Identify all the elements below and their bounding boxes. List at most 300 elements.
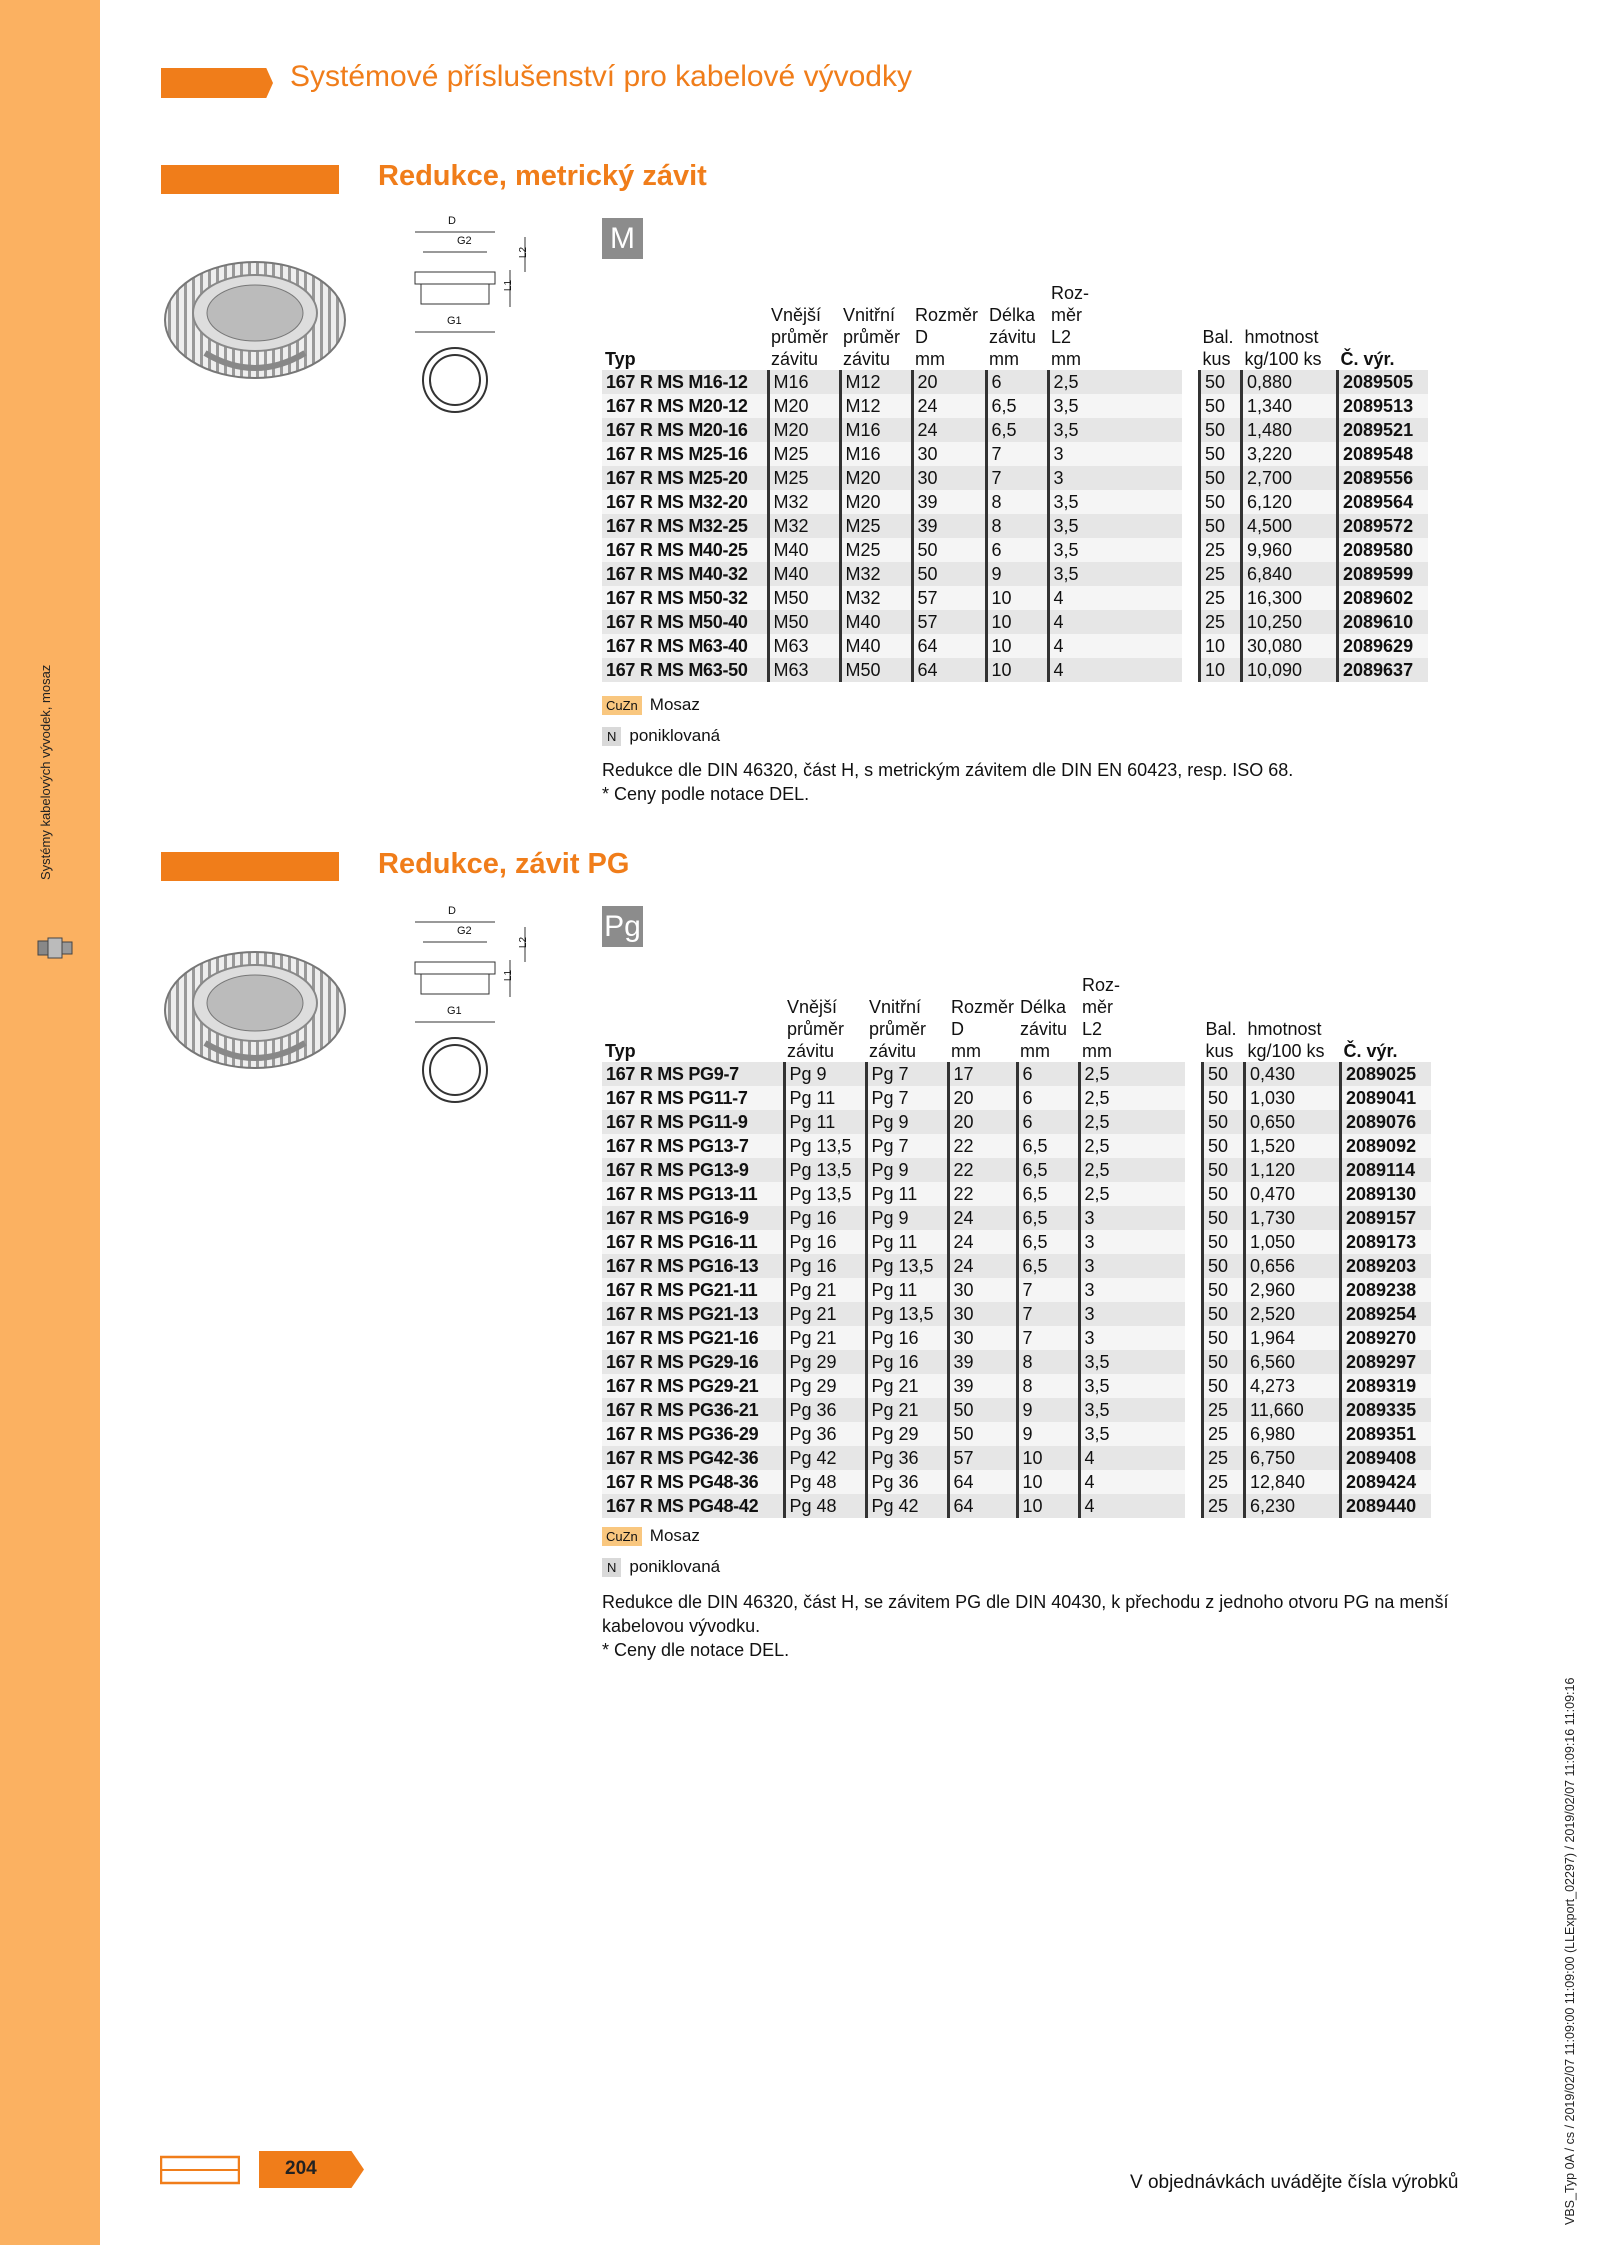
table-cell: Pg 7 xyxy=(866,1086,948,1110)
table-cell: 24 xyxy=(948,1206,1017,1230)
table-cell: Pg 42 xyxy=(784,1446,866,1470)
table-cell: 3,5 xyxy=(1048,562,1182,586)
col-weight: hmotnost kg/100 ks xyxy=(1247,1019,1325,1061)
table-cell: 7 xyxy=(986,466,1048,490)
table-row xyxy=(602,490,1428,514)
table-row xyxy=(602,1494,1431,1518)
table-cell: 167 R MS PG21-11 xyxy=(602,1278,784,1302)
table-cell: 167 R MS PG16-9 xyxy=(602,1206,784,1230)
table-cell: 2089114 xyxy=(1341,1158,1431,1182)
table-cell: M16 xyxy=(768,370,840,394)
col-dim: Roz- měr L2 mm xyxy=(1082,975,1121,1061)
table-cell: 64 xyxy=(912,634,986,658)
table-cell: 50 xyxy=(1200,514,1242,538)
table-cell: 0,880 xyxy=(1242,370,1338,394)
table-row xyxy=(602,1110,1431,1134)
table-cell: Pg 48 xyxy=(784,1470,866,1494)
table-cell: 3 xyxy=(1079,1302,1185,1326)
table-cell: M50 xyxy=(840,658,912,682)
table-cell: 2089130 xyxy=(1341,1182,1431,1206)
table-cell: M25 xyxy=(768,466,840,490)
table-cell: 2089440 xyxy=(1341,1494,1431,1518)
table-cell: 25 xyxy=(1203,1398,1245,1422)
table-cell: Pg 7 xyxy=(866,1134,948,1158)
table-cell: 6 xyxy=(1017,1062,1079,1086)
table-cell: 167 R MS M25-20 xyxy=(602,466,768,490)
table-cell: 2,960 xyxy=(1245,1278,1341,1302)
table-cell: 167 R MS PG11-7 xyxy=(602,1086,784,1110)
note-line: * Ceny podle notace DEL. xyxy=(602,784,810,804)
table-cell: 6,5 xyxy=(1017,1158,1079,1182)
table-row xyxy=(602,610,1428,634)
header-tab xyxy=(161,68,273,98)
section-notes xyxy=(602,758,1582,806)
table-cell: 10 xyxy=(1017,1446,1079,1470)
col-pack: Bal. kus xyxy=(1202,327,1234,369)
table-cell: 1,120 xyxy=(1245,1158,1341,1182)
table-cell: Pg 36 xyxy=(784,1422,866,1446)
table-cell: 2089238 xyxy=(1341,1278,1431,1302)
table-cell: 10 xyxy=(986,610,1048,634)
table-cell: 30 xyxy=(912,442,986,466)
table-cell: 167 R MS PG36-29 xyxy=(602,1422,784,1446)
table-row xyxy=(602,394,1428,418)
table-cell: 3,5 xyxy=(1048,514,1182,538)
table-cell: Pg 36 xyxy=(866,1446,948,1470)
table-cell: 167 R MS M32-25 xyxy=(602,514,768,538)
table-cell: 20 xyxy=(948,1110,1017,1134)
col-inner: Vnitřní průměr závitu xyxy=(843,305,901,369)
table-cell: Pg 21 xyxy=(784,1278,866,1302)
table-cell: 50 xyxy=(1200,418,1242,442)
table-row xyxy=(602,1062,1431,1086)
table-cell: 22 xyxy=(948,1182,1017,1206)
table-cell: 10 xyxy=(1200,658,1242,682)
col-weight: hmotnost kg/100 ks xyxy=(1244,327,1322,369)
table-body xyxy=(602,370,1428,682)
table-cell: 39 xyxy=(948,1350,1017,1374)
table-cell: 25 xyxy=(1203,1446,1245,1470)
table-cell: 2089610 xyxy=(1338,610,1428,634)
table-cell: M63 xyxy=(768,658,840,682)
table-cell: 2089092 xyxy=(1341,1134,1431,1158)
table-cell: 25 xyxy=(1203,1470,1245,1494)
table-cell: Pg 21 xyxy=(866,1398,948,1422)
table-cell: 64 xyxy=(948,1470,1017,1494)
section-badge: M xyxy=(602,218,643,259)
col-outer: Vnější průměr závitu xyxy=(787,997,845,1061)
table-cell: 2089203 xyxy=(1341,1254,1431,1278)
table-cell: Pg 29 xyxy=(784,1374,866,1398)
table-cell: 25 xyxy=(1200,610,1242,634)
table-cell: 4,500 xyxy=(1242,514,1338,538)
table-cell: M16 xyxy=(840,442,912,466)
table-cell: 7 xyxy=(1017,1326,1079,1350)
table-cell: 10 xyxy=(1017,1470,1079,1494)
table-cell: 50 xyxy=(1200,466,1242,490)
finish-tag: N xyxy=(602,1558,621,1577)
table-cell: M32 xyxy=(840,586,912,610)
table-cell: 2089173 xyxy=(1341,1230,1431,1254)
table-cell: 167 R MS PG29-16 xyxy=(602,1350,784,1374)
table-cell: Pg 11 xyxy=(784,1110,866,1134)
table-cell: 4 xyxy=(1079,1470,1185,1494)
table-cell: 2089025 xyxy=(1341,1062,1431,1086)
table-cell: 50 xyxy=(948,1398,1017,1422)
table-row xyxy=(602,1302,1431,1326)
table-cell: 30,080 xyxy=(1242,634,1338,658)
table-cell: 8 xyxy=(1017,1374,1079,1398)
table-cell: M20 xyxy=(840,490,912,514)
table-cell: M40 xyxy=(768,562,840,586)
table-cell: 1,340 xyxy=(1242,394,1338,418)
table-cell: 10 xyxy=(1017,1494,1079,1518)
table-cell: 2089505 xyxy=(1338,370,1428,394)
table-cell: 2089513 xyxy=(1338,394,1428,418)
table-cell: 1,050 xyxy=(1245,1230,1341,1254)
dim-label-g2: G2 xyxy=(457,235,472,247)
table-cell: Pg 21 xyxy=(866,1374,948,1398)
table-row xyxy=(602,1350,1431,1374)
table-cell: Pg 16 xyxy=(784,1254,866,1278)
table-cell: 3 xyxy=(1079,1254,1185,1278)
section-bar xyxy=(161,165,339,194)
table-cell: 6,560 xyxy=(1245,1350,1341,1374)
note-line: Redukce dle DIN 46320, část H, se závitem PG dle DIN 40430, k přechodu z jednoho otvoru PG na menší kabelovou vývodku. xyxy=(602,1592,1449,1636)
col-typ: Typ xyxy=(605,1041,636,1061)
table-cell: 64 xyxy=(912,658,986,682)
table-cell: 30 xyxy=(948,1326,1017,1350)
table-cell: 167 R MS M40-32 xyxy=(602,562,768,586)
col-dim: Roz- měr L2 mm xyxy=(1051,283,1090,369)
table-cell: 3 xyxy=(1079,1230,1185,1254)
table-cell: 8 xyxy=(986,490,1048,514)
table-cell: 167 R MS PG42-36 xyxy=(602,1446,784,1470)
dim-label-l1: L1 xyxy=(503,279,515,292)
table-cell: 2089157 xyxy=(1341,1206,1431,1230)
table-cell: 20 xyxy=(912,370,986,394)
table-row xyxy=(602,1086,1431,1110)
dim-label-l2: L2 xyxy=(518,936,530,949)
table-cell: 22 xyxy=(948,1134,1017,1158)
table-cell: 3,5 xyxy=(1048,394,1182,418)
table-cell: M25 xyxy=(840,514,912,538)
table-row xyxy=(602,634,1428,658)
dim-label-l2: L2 xyxy=(518,246,530,259)
side-label: Systémy kabelových vývodek, mosaz xyxy=(38,664,53,880)
table-row xyxy=(602,442,1428,466)
table-cell: 30 xyxy=(948,1278,1017,1302)
footer-note: V objednávkách uvádějte čísla výrobků xyxy=(1130,2172,1459,2193)
table-cell: 2089297 xyxy=(1341,1350,1431,1374)
table-cell: 6,980 xyxy=(1245,1422,1341,1446)
table-cell: 2,5 xyxy=(1079,1182,1185,1206)
table-row xyxy=(602,1158,1431,1182)
table-row xyxy=(602,586,1428,610)
finish-text: poniklovaná xyxy=(629,726,721,745)
table-cell: 2089270 xyxy=(1341,1326,1431,1350)
table-cell: 50 xyxy=(1200,442,1242,466)
col-inner: Vnitřní průměr závitu xyxy=(869,997,927,1061)
table-cell: 6,230 xyxy=(1245,1494,1341,1518)
table-cell: 10,250 xyxy=(1242,610,1338,634)
table-cell: 167 R MS PG21-13 xyxy=(602,1302,784,1326)
table-cell: 10 xyxy=(986,586,1048,610)
table-cell: Pg 48 xyxy=(784,1494,866,1518)
table-cell: 2089041 xyxy=(1341,1086,1431,1110)
table-cell: 3,220 xyxy=(1242,442,1338,466)
material-text: Mosaz xyxy=(649,695,700,714)
table-cell: 167 R MS PG13-7 xyxy=(602,1134,784,1158)
product-image xyxy=(160,948,350,1078)
table-cell: 25 xyxy=(1200,538,1242,562)
table-cell: 6,120 xyxy=(1242,490,1338,514)
table-cell: 2089424 xyxy=(1341,1470,1431,1494)
col-outer: Vnější průměr závitu xyxy=(771,305,829,369)
table-row xyxy=(602,562,1428,586)
table-cell: 6,5 xyxy=(1017,1182,1079,1206)
table-cell: 3,5 xyxy=(1079,1374,1185,1398)
legend-material xyxy=(602,1526,700,1546)
table-cell: 24 xyxy=(912,394,986,418)
table-cell: 20 xyxy=(948,1086,1017,1110)
table-cell: 9 xyxy=(986,562,1048,586)
table-cell: Pg 13,5 xyxy=(784,1158,866,1182)
table-cell: 39 xyxy=(948,1374,1017,1398)
table-cell: 50 xyxy=(1203,1086,1245,1110)
table-cell: 39 xyxy=(912,490,986,514)
table-cell: 3,5 xyxy=(1079,1422,1185,1446)
table-cell: 50 xyxy=(1203,1326,1245,1350)
table-cell: 50 xyxy=(1203,1254,1245,1278)
table-cell: Pg 9 xyxy=(866,1158,948,1182)
table-cell: 6 xyxy=(1017,1110,1079,1134)
table-cell: 3,5 xyxy=(1048,490,1182,514)
table-cell: 2089335 xyxy=(1341,1398,1431,1422)
table-cell: 4 xyxy=(1048,658,1182,682)
table-cell: 167 R MS M50-40 xyxy=(602,610,768,634)
table-cell: 64 xyxy=(948,1494,1017,1518)
table-cell: 9 xyxy=(1017,1398,1079,1422)
dim-label-g1: G1 xyxy=(447,1005,462,1017)
table-row xyxy=(602,1470,1431,1494)
table-cell: 167 R MS PG13-9 xyxy=(602,1158,784,1182)
table-cell: 2089599 xyxy=(1338,562,1428,586)
table-cell: 167 R MS PG9-7 xyxy=(602,1062,784,1086)
table-cell: M40 xyxy=(768,538,840,562)
table-cell: 25 xyxy=(1200,562,1242,586)
table-cell: 2089521 xyxy=(1338,418,1428,442)
table-cell: Pg 42 xyxy=(866,1494,948,1518)
col-pack: Bal. kus xyxy=(1205,1019,1237,1061)
dim-label-d: D xyxy=(448,215,456,227)
table-cell: Pg 36 xyxy=(784,1398,866,1422)
table-cell: M32 xyxy=(768,490,840,514)
table-cell: 9 xyxy=(1017,1422,1079,1446)
table-cell: 50 xyxy=(1203,1230,1245,1254)
table-cell: 167 R MS M20-12 xyxy=(602,394,768,418)
table-cell: Pg 11 xyxy=(866,1182,948,1206)
legend-material xyxy=(602,695,700,715)
table-cell: 6,840 xyxy=(1242,562,1338,586)
table-cell: 2089556 xyxy=(1338,466,1428,490)
table-cell: 167 R MS M40-25 xyxy=(602,538,768,562)
table-cell: Pg 9 xyxy=(866,1110,948,1134)
col-length: Délka závitu mm xyxy=(1020,997,1068,1061)
table-cell: 2,5 xyxy=(1079,1134,1185,1158)
table-row xyxy=(602,1398,1431,1422)
table-cell: 50 xyxy=(912,562,986,586)
table-cell: Pg 11 xyxy=(866,1278,948,1302)
table-cell: 0,656 xyxy=(1245,1254,1341,1278)
table-cell: 3 xyxy=(1048,442,1182,466)
table-cell: 4 xyxy=(1079,1494,1185,1518)
table-cell: 22 xyxy=(948,1158,1017,1182)
col-art: Č. výr. xyxy=(1343,1041,1398,1061)
table-cell: Pg 21 xyxy=(784,1302,866,1326)
table-cell: 50 xyxy=(1203,1206,1245,1230)
section-notes xyxy=(602,1590,1462,1662)
product-table-pg xyxy=(602,974,1431,1518)
table-cell: 50 xyxy=(1203,1158,1245,1182)
table-cell: 2,5 xyxy=(1079,1086,1185,1110)
table-cell: 2089408 xyxy=(1341,1446,1431,1470)
table-cell: 2089548 xyxy=(1338,442,1428,466)
table-cell: 50 xyxy=(1203,1134,1245,1158)
table-cell: 57 xyxy=(912,586,986,610)
table-cell: 2089351 xyxy=(1341,1422,1431,1446)
table-cell: 1,964 xyxy=(1245,1326,1341,1350)
table-cell: 2089629 xyxy=(1338,634,1428,658)
table-cell: 3 xyxy=(1048,466,1182,490)
material-tag: CuZn xyxy=(602,696,642,715)
table-cell: 8 xyxy=(1017,1350,1079,1374)
section-badge: Pg xyxy=(602,906,643,947)
table-cell: M16 xyxy=(840,418,912,442)
table-cell: Pg 13,5 xyxy=(866,1302,948,1326)
table-cell: 2089580 xyxy=(1338,538,1428,562)
table-cell: 167 R MS M20-16 xyxy=(602,418,768,442)
table-cell: 167 R MS PG21-16 xyxy=(602,1326,784,1350)
table-cell: M12 xyxy=(840,370,912,394)
table-cell: 50 xyxy=(1200,394,1242,418)
table-cell: Pg 11 xyxy=(784,1086,866,1110)
table-cell: Pg 16 xyxy=(866,1350,948,1374)
legend-finish xyxy=(602,726,720,746)
table-cell: Pg 16 xyxy=(866,1326,948,1350)
left-orange-bar xyxy=(0,0,100,2245)
table-cell: M12 xyxy=(840,394,912,418)
table-cell: 50 xyxy=(1203,1350,1245,1374)
table-cell: Pg 13,5 xyxy=(784,1134,866,1158)
table-cell: 2089319 xyxy=(1341,1374,1431,1398)
table-cell: M63 xyxy=(768,634,840,658)
dim-label-g2: G2 xyxy=(457,925,472,937)
table-cell: 24 xyxy=(948,1254,1017,1278)
table-cell: 6,5 xyxy=(1017,1230,1079,1254)
table-cell: 50 xyxy=(1203,1110,1245,1134)
table-row xyxy=(602,1182,1431,1206)
gland-icon xyxy=(36,935,74,961)
table-cell: 7 xyxy=(986,442,1048,466)
table-cell: 0,430 xyxy=(1245,1062,1341,1086)
table-cell: M50 xyxy=(768,586,840,610)
table-cell: 1,030 xyxy=(1245,1086,1341,1110)
table-cell: 50 xyxy=(912,538,986,562)
table-row xyxy=(602,1230,1431,1254)
page-title: Systémové příslušenství pro kabelové vývodky xyxy=(290,60,912,93)
table-cell: 12,840 xyxy=(1245,1470,1341,1494)
table-cell: 50 xyxy=(948,1422,1017,1446)
product-image xyxy=(160,258,350,388)
table-cell: 50 xyxy=(1203,1182,1245,1206)
table-cell: 6,5 xyxy=(1017,1254,1079,1278)
material-text: Mosaz xyxy=(649,1526,700,1545)
table-cell: 9,960 xyxy=(1242,538,1338,562)
table-cell: 8 xyxy=(986,514,1048,538)
table-cell: 2,520 xyxy=(1245,1302,1341,1326)
table-cell: Pg 16 xyxy=(784,1206,866,1230)
table-cell: 167 R MS M63-40 xyxy=(602,634,768,658)
table-cell: 167 R MS M63-50 xyxy=(602,658,768,682)
table-cell: M25 xyxy=(840,538,912,562)
table-cell: 11,660 xyxy=(1245,1398,1341,1422)
table-cell: 2089637 xyxy=(1338,658,1428,682)
table-cell: M20 xyxy=(768,394,840,418)
table-cell: M32 xyxy=(840,562,912,586)
table-cell: Pg 36 xyxy=(866,1470,948,1494)
table-cell: 17 xyxy=(948,1062,1017,1086)
dim-label-g1: G1 xyxy=(447,315,462,327)
table-cell: 24 xyxy=(912,418,986,442)
table-cell: 167 R MS M16-12 xyxy=(602,370,768,394)
table-cell: 57 xyxy=(948,1446,1017,1470)
col-typ: Typ xyxy=(605,349,636,369)
table-row xyxy=(602,370,1428,394)
table-cell: 50 xyxy=(1203,1278,1245,1302)
table-cell: 50 xyxy=(1200,490,1242,514)
table-cell: 50 xyxy=(1203,1302,1245,1326)
table-cell: M25 xyxy=(768,442,840,466)
col-length: Délka závitu mm xyxy=(989,305,1037,369)
table-cell: 167 R MS PG11-9 xyxy=(602,1110,784,1134)
table-cell: Pg 16 xyxy=(784,1230,866,1254)
dim-label-l1: L1 xyxy=(503,969,515,982)
table-row xyxy=(602,1446,1431,1470)
table-cell: 167 R MS PG48-36 xyxy=(602,1470,784,1494)
section-title: Redukce, metrický závit xyxy=(378,160,707,192)
table-cell: M50 xyxy=(768,610,840,634)
table-row xyxy=(602,418,1428,442)
table-cell: M32 xyxy=(768,514,840,538)
page-number: 204 xyxy=(285,2158,317,2179)
table-cell: 2,5 xyxy=(1079,1062,1185,1086)
table-cell: 2,5 xyxy=(1079,1158,1185,1182)
table-row xyxy=(602,1374,1431,1398)
product-table-metric xyxy=(602,282,1428,682)
legend-finish xyxy=(602,1557,720,1577)
table-cell: 25 xyxy=(1203,1494,1245,1518)
table-cell: 4 xyxy=(1079,1446,1185,1470)
table-cell: Pg 9 xyxy=(866,1206,948,1230)
table-cell: Pg 9 xyxy=(784,1062,866,1086)
table-cell: 6 xyxy=(986,538,1048,562)
note-line: * Ceny dle notace DEL. xyxy=(602,1640,790,1660)
section-bar xyxy=(161,852,339,881)
table-cell: 2089254 xyxy=(1341,1302,1431,1326)
table-cell: 4 xyxy=(1048,610,1182,634)
table-body xyxy=(602,1062,1431,1518)
